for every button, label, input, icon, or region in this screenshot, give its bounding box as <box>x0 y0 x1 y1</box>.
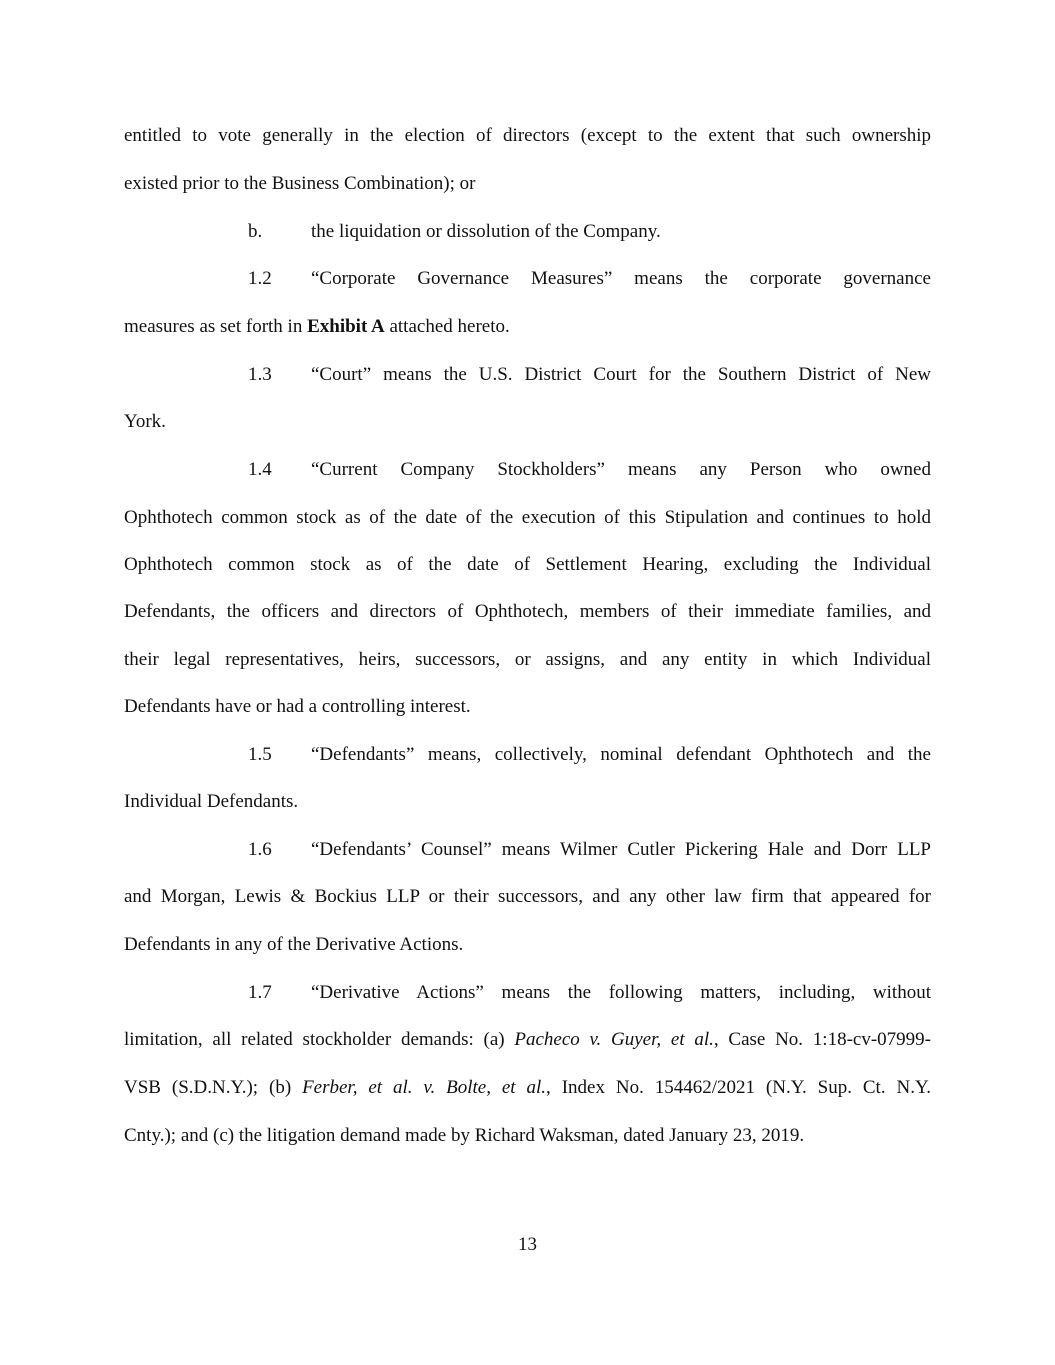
paragraph-line: Defendants in any of the Derivative Actions. <box>124 934 464 955</box>
text-run: VSB (S.D.N.Y.); (b) <box>124 1077 303 1098</box>
text-run: limitation, all related stockholder demands: (a) <box>124 1029 515 1050</box>
case-name: Ferber, et al. v. Bolte, et al. <box>302 1077 547 1098</box>
paragraph-line <box>124 315 931 339</box>
paragraph-line: Defendants, the officers and directors of Ophthotech, members of their immediate families, and <box>124 601 931 622</box>
paragraph-line: Individual Defendants. <box>124 791 299 812</box>
paragraph-line: their legal representatives, heirs, successors, or assigns, and any entity in which Individual <box>124 649 931 670</box>
section-first-line: “Current Company Stockholders” means any Person who owned <box>311 459 931 480</box>
section-number: 1.7 <box>248 982 272 1003</box>
section-first-line: “Defendants” means, collectively, nominal defendant Ophthotech and the <box>311 744 931 765</box>
paragraph-line: Defendants have or had a controlling interest. <box>124 696 471 717</box>
paragraph-line <box>124 1028 931 1052</box>
section-number: 1.3 <box>248 364 272 385</box>
paragraph-line <box>124 1076 931 1100</box>
paragraph-line: entitled to vote generally in the election of directors (except to the extent that such ownership <box>124 125 931 146</box>
text-run: attached hereto. <box>384 316 510 337</box>
paragraph-line: York. <box>124 411 166 432</box>
section-first-line: “Court” means the U.S. District Court for the Southern District of New <box>311 364 931 385</box>
section-number: 1.5 <box>248 744 272 765</box>
case-name: Pacheco v. Guyer, et al. <box>514 1029 714 1050</box>
paragraph-line: and Morgan, Lewis & Bockius LLP or their successors, and any other law firm that appeared for <box>124 886 931 907</box>
section-number: 1.6 <box>248 839 272 860</box>
paragraph-line: Cnty.); and (c) the litigation demand made by Richard Waksman, dated January 23, 2019. <box>124 1125 805 1146</box>
text-run: measures as set forth in <box>124 316 308 337</box>
page-number: 13 <box>518 1234 537 1255</box>
section-first-line: “Derivative Actions” means the following matters, including, without <box>311 982 931 1003</box>
paragraph-line: Ophthotech common stock as of the date of the execution of this Stipulation and continues to hold <box>124 507 931 528</box>
section-first-line: “Corporate Governance Measures” means the corporate governance <box>311 268 931 289</box>
exhibit-reference: Exhibit A <box>307 316 385 337</box>
paragraph-line: existed prior to the Business Combination); or <box>124 173 476 194</box>
list-item-text: the liquidation or dissolution of the Company. <box>311 221 661 242</box>
text-run: , Index No. 154462/2021 (N.Y. Sup. Ct. N.Y. <box>546 1077 931 1098</box>
section-number: 1.2 <box>248 268 272 289</box>
paragraph-line: Ophthotech common stock as of the date of Settlement Hearing, excluding the Individual <box>124 554 931 575</box>
list-marker: b. <box>248 221 263 242</box>
text-run: , Case No. 1:18-cv-07999- <box>713 1029 931 1050</box>
section-first-line: “Defendants’ Counsel” means Wilmer Cutler Pickering Hale and Dorr LLP <box>311 839 931 860</box>
section-number: 1.4 <box>248 459 272 480</box>
